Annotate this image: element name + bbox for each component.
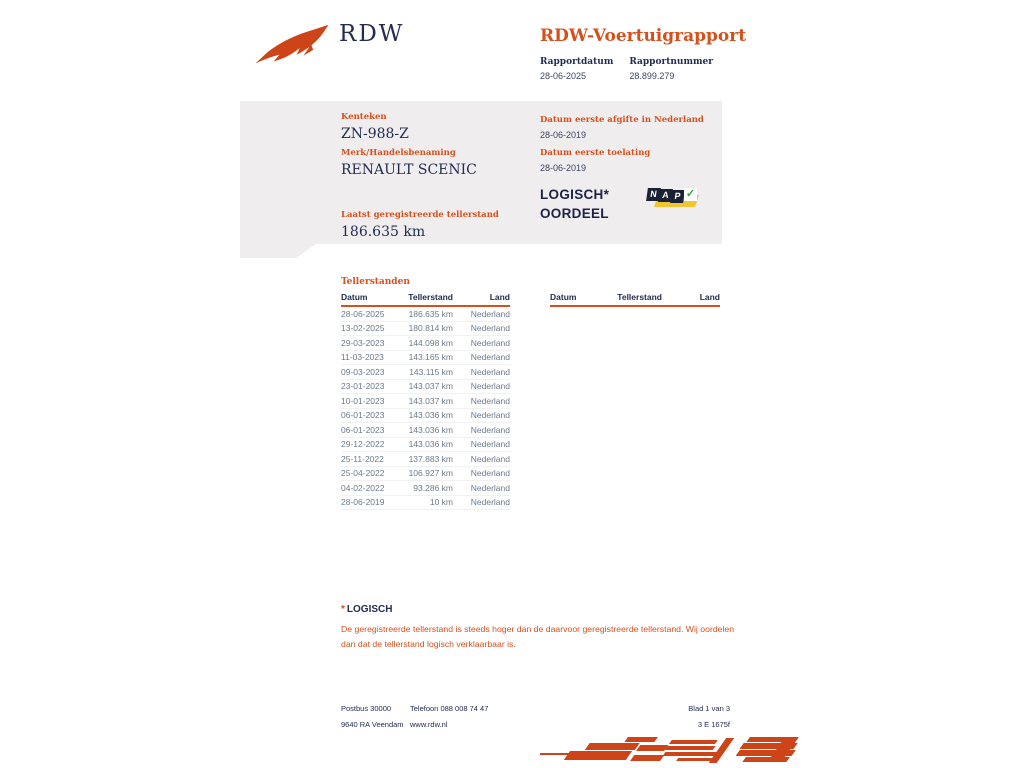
cell-land: Nederland [470, 337, 510, 348]
rdw-logo-text: RDW [339, 21, 405, 47]
rapportnummer-value: 28.899.279 [629, 71, 675, 81]
table-row [341, 336, 510, 351]
rapportnummer-label: Rapportnummer [629, 57, 713, 67]
kenteken-label: Kenteken [341, 112, 387, 122]
table-row [341, 365, 510, 380]
cell-land: Nederland [470, 482, 510, 493]
merk-field [341, 148, 477, 178]
table-row [341, 423, 510, 438]
table-row [341, 467, 510, 482]
footer-phone: Telefoon 088 008 74 47 [410, 704, 489, 713]
footer-pagination [688, 701, 730, 733]
cell-tellerstand: 143.165 km [408, 352, 453, 363]
afgifte-label: Datum eerste afgifte in Nederland [540, 115, 704, 125]
report-title: RDW-Voertuigrapport [540, 26, 747, 46]
cell-land: Nederland [470, 468, 510, 479]
cell-tellerstand: 143.036 km [408, 410, 453, 421]
footer-address-line1: Postbus 30000 [341, 704, 392, 713]
cell-tellerstand: 106.927 km [408, 468, 453, 479]
merk-label: Merk/Handelsbenaming [341, 148, 456, 158]
cell-tellerstand: 143.037 km [408, 381, 453, 392]
tellerstand-field [341, 210, 499, 240]
rapportdatum-label: Rapportdatum [540, 57, 614, 67]
report-meta [540, 57, 729, 81]
footnote-title-text: LOGISCH [346, 604, 393, 615]
merk-value: RENAULT SCENIC [341, 162, 477, 178]
table-row [341, 452, 510, 467]
cell-tellerstand: 143.115 km [409, 366, 453, 377]
rapportdatum-block [540, 57, 613, 81]
cell-datum: 28-06-2025 [341, 308, 385, 319]
table-row [341, 307, 510, 322]
tellerstanden-table-left [341, 292, 510, 510]
cell-tellerstand: 143.037 km [408, 395, 453, 406]
vehicle-summary-panel [240, 101, 722, 244]
rapportnummer-block [629, 57, 713, 81]
cell-tellerstand: 186.635 km [408, 308, 453, 319]
panel-tab-shape [240, 244, 316, 258]
cell-land: Nederland [470, 366, 510, 377]
cell-datum: 11-03-2023 [341, 352, 384, 363]
cell-land: Nederland [470, 308, 510, 319]
rdw-stripes-graphic-icon [540, 734, 800, 767]
cell-land: Nederland [470, 410, 510, 421]
col-header-datum: Datum [341, 292, 368, 302]
nap-letter-p: P [670, 190, 685, 203]
cell-datum: 13-02-2025 [341, 323, 385, 334]
cell-land: Nederland [470, 381, 510, 392]
kenteken-field [341, 112, 409, 142]
tellerstand-label: Laatst geregistreerde tellerstand [341, 210, 499, 220]
cell-land: Nederland [470, 453, 510, 464]
cell-datum: 10-01-2023 [341, 395, 385, 406]
logisch-footnote [341, 604, 739, 652]
footer-website: www.rdw.nl [410, 720, 448, 729]
nap-logo-icon [647, 186, 701, 212]
cell-datum: 29-03-2023 [341, 337, 385, 348]
col-header-tellerstand: Tellerstand [408, 292, 453, 302]
rapportdatum-value: 28-06-2025 [540, 71, 587, 81]
tellerstanden-heading: Tellerstanden [341, 277, 410, 287]
cell-datum: 25-11-2022 [341, 453, 384, 464]
cell-land: Nederland [470, 352, 510, 363]
tellerstanden-table-body [341, 307, 510, 510]
cell-tellerstand: 144.098 km [408, 337, 453, 348]
cell-tellerstand: 180.814 km [408, 323, 453, 334]
footer-form-code: 3 E 1675f [697, 720, 730, 729]
footer-address [341, 701, 404, 733]
footer-page-number: Blad 1 van 3 [688, 704, 730, 713]
toelating-value: 28-06-2019 [540, 163, 587, 173]
table-row [341, 409, 510, 424]
table-header-row [550, 292, 720, 307]
cell-datum: 06-01-2023 [341, 410, 385, 421]
page-footer [341, 701, 730, 729]
toelating-field [540, 148, 650, 173]
cell-datum: 29-12-2022 [341, 439, 385, 450]
cell-datum: 25-04-2022 [341, 468, 385, 479]
toelating-label: Datum eerste toelating [540, 148, 651, 158]
cell-tellerstand: 93.286 km [413, 482, 453, 493]
table-row [341, 351, 510, 366]
cell-land: Nederland [470, 395, 510, 406]
footnote-asterisk: * [341, 604, 345, 615]
col-header-land: Land [699, 292, 720, 302]
footnote-text: De geregistreerde tellerstand is steeds hoger dan de daarvoor geregistreerde tellerstand. Wij oordelen dan dat de tellerstand logisch verklaarbaar is. [341, 624, 735, 649]
col-header-land: Land [489, 292, 510, 302]
nap-checkmark-icon: ✓ [685, 188, 696, 200]
cell-datum: 06-01-2023 [341, 424, 385, 435]
afgifte-value: 28-06-2019 [540, 130, 587, 140]
table-row [341, 438, 510, 453]
tellerstand-value: 186.635 km [341, 224, 426, 240]
cell-tellerstand: 143.036 km [408, 424, 453, 435]
footnote-title [341, 604, 739, 615]
table-header-row [341, 292, 510, 307]
table-row [341, 481, 510, 496]
cell-datum: 09-03-2023 [341, 366, 385, 377]
cell-tellerstand: 143.036 km [408, 439, 453, 450]
table-row [341, 380, 510, 395]
oordeel-line2: OORDEEL [540, 206, 609, 221]
cell-land: Nederland [470, 424, 510, 435]
afgifte-field [540, 115, 704, 140]
nap-letter-n: N [646, 188, 661, 201]
cell-datum: 04-02-2022 [341, 482, 385, 493]
cell-land: Nederland [470, 497, 510, 508]
oordeel-text [540, 185, 609, 223]
cell-datum: 23-01-2023 [341, 381, 385, 392]
kenteken-value: ZN-988-Z [341, 126, 409, 142]
nap-letter-a: A [658, 189, 673, 202]
table-row [341, 322, 510, 337]
cell-land: Nederland [470, 439, 510, 450]
col-header-datum: Datum [550, 292, 577, 302]
footer-address-line2: 9640 RA Veendam [341, 720, 404, 729]
cell-tellerstand: 10 km [429, 497, 453, 508]
oordeel-line1: LOGISCH* [540, 187, 610, 202]
cell-tellerstand: 137.883 km [408, 453, 453, 464]
col-header-tellerstand: Tellerstand [617, 292, 662, 302]
table-row [341, 394, 510, 409]
footer-contact [410, 701, 488, 733]
rdw-bird-logo-icon [252, 23, 332, 71]
tellerstanden-section [341, 277, 720, 508]
cell-datum: 28-06-2019 [341, 497, 385, 508]
cell-land: Nederland [470, 323, 510, 334]
table-row [341, 496, 510, 511]
tellerstanden-table-right [550, 292, 720, 307]
